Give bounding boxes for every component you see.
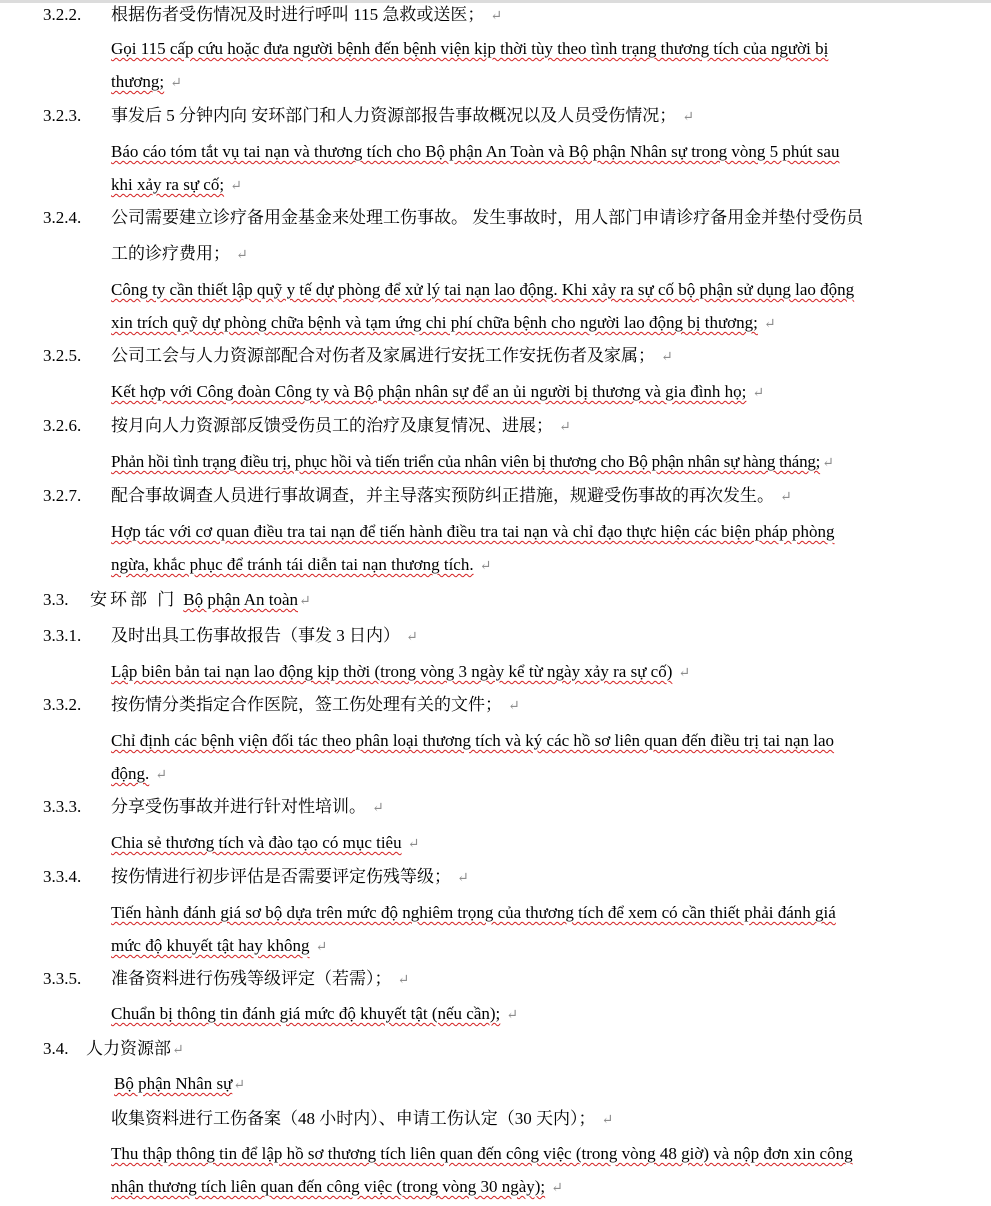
item-number: 3.3.1. [43, 626, 82, 645]
chinese-text: 公司需要建立诊疗备用金基金来处理工伤事故。 发生事故时，用人部门申请诊疗备用金并垫付受伤员 [111, 208, 864, 227]
vietnamese-text: Báo cáo tóm tắt vụ tai nạn và thương tích cho Bộ phận An Toàn và Bộ phận Nhân sự trong vòng 5 phút sau [111, 142, 840, 161]
vietnamese-text: Chỉ định các bệnh viện đối tác theo phân loại thương tích và ký các hồ sơ liên quan đến điều trị tai nạn lao [111, 731, 835, 750]
chinese-text: 根据伤者受伤情况及时进行呼叫 115 急救或送医； [111, 5, 485, 24]
vietnamese-text: Thu thập thông tin để lập hồ sơ thương tích liên quan đến công việc (trong vòng 48 giờ) và nộp đơn xin công [111, 1144, 853, 1163]
vietnamese-text: Kết hợp với Công đoàn Công ty và Bộ phận nhân sự để an ủi người bị thương và gia đình họ; [111, 382, 747, 401]
item-number: 3.3.2. [43, 695, 82, 714]
item-number: 3.2.5. [43, 346, 82, 365]
item-number: 3.2.3. [43, 106, 82, 125]
chinese-text: 收集资料进行工伤备案（48 小时内）、申请工伤认定（30 天内）； [111, 1109, 596, 1128]
item-number: 3.3.3. [43, 797, 82, 816]
chinese-text: 按月向人力资源部反馈受伤员工的治疗及康复情况、进展； [111, 416, 553, 435]
vietnamese-text: động. [111, 764, 150, 783]
paragraph-mark: ↵ [490, 9, 503, 24]
section-title-chinese: 人力资源部 [86, 1039, 171, 1058]
vietnamese-text: Phản hồi tình trạng điều trị, phục hồi và tiến triển của nhân viên bị thương cho Bộ phận nhân sự hàng tháng; [111, 452, 821, 471]
chinese-text: 按伤情进行初步评估是否需要评定伤残等级； [111, 867, 451, 886]
section-number: 3.3. [43, 590, 69, 609]
vietnamese-text: nhận thương tích liên quan đến công việc (trong vòng 30 ngày); [111, 1177, 546, 1196]
chinese-text: 按伤情分类指定合作医院，签工伤处理有关的文件； [111, 695, 502, 714]
section-title-vietnamese: Bộ phận An toàn [183, 590, 298, 609]
section-title-chinese: 安环部 门 [90, 590, 178, 609]
vietnamese-text: Công ty cần thiết lập quỹ y tế dự phòng để xử lý tai nạn lao động. Khi xảy ra sự cố bộ phận sử dụng lao động [111, 280, 855, 299]
vietnamese-text: thương; [111, 72, 165, 91]
chinese-text: 配合事故调查人员进行事故调查，并主导落实预防纠正措施，规避受伤事故的再次发生。 [111, 486, 774, 505]
chinese-text: 及时出具工伤事故报告（事发 3 日内） [111, 626, 400, 645]
vietnamese-text: Tiến hành đánh giá sơ bộ dựa trên mức độ nghiêm trọng của thương tích để xem có cần thiết phải đánh giá [111, 903, 836, 922]
chinese-text: 公司工会与人力资源部配合对伤者及家属进行安抚工作安抚伤者及家属； [111, 346, 655, 365]
item-number: 3.3.5. [43, 969, 82, 988]
vietnamese-text: ngừa, khắc phục để tránh tái diễn tai nạn thương tích. [111, 555, 474, 574]
vietnamese-text: xin trích quỹ dự phòng chữa bệnh và tạm ứng chi phí chữa bệnh cho người lao động bị thương; [111, 313, 758, 332]
vietnamese-text: khi xảy ra sự cố; [111, 175, 225, 194]
item-number: 3.2.4. [43, 208, 82, 227]
vietnamese-text: Gọi 115 cấp cứu hoặc đưa người bệnh đến bệnh viện kịp thời tùy theo tình trạng thương tích của người bị [111, 39, 829, 58]
chinese-text: 工的诊疗费用； [111, 244, 230, 263]
chinese-text: 准备资料进行伤残等级评定（若需）； [111, 969, 392, 988]
vietnamese-text: Hợp tác với cơ quan điều tra tai nạn để tiến hành điều tra tai nạn và chỉ đạo thực hiện các biện pháp phòng [111, 522, 835, 541]
chinese-text: 分享受伤事故并进行针对性培训。 [111, 797, 366, 816]
vietnamese-text: Chuẩn bị thông tin đánh giá mức độ khuyết tật (nếu cần); [111, 1004, 501, 1023]
section-title-vietnamese: Bộ phận Nhân sự [114, 1074, 233, 1093]
item-number: 3.2.2. [43, 5, 82, 24]
vietnamese-text: Lập biên bản tai nạn lao động kịp thời (trong vòng 3 ngày kể từ ngày xảy ra sự cố) [111, 662, 673, 681]
item-number: 3.2.7. [43, 486, 82, 505]
vietnamese-text: mức độ khuyết tật hay không [111, 936, 310, 955]
vietnamese-text: Chia sẻ thương tích và đào tạo có mục tiêu [111, 833, 402, 852]
chinese-text: 事发后 5 分钟内向 安环部门和人力资源部报告事故概况以及人员受伤情况； [111, 106, 677, 125]
item-number: 3.3.4. [43, 867, 82, 886]
item-number: 3.2.6. [43, 416, 82, 435]
section-number: 3.4. [43, 1039, 69, 1058]
